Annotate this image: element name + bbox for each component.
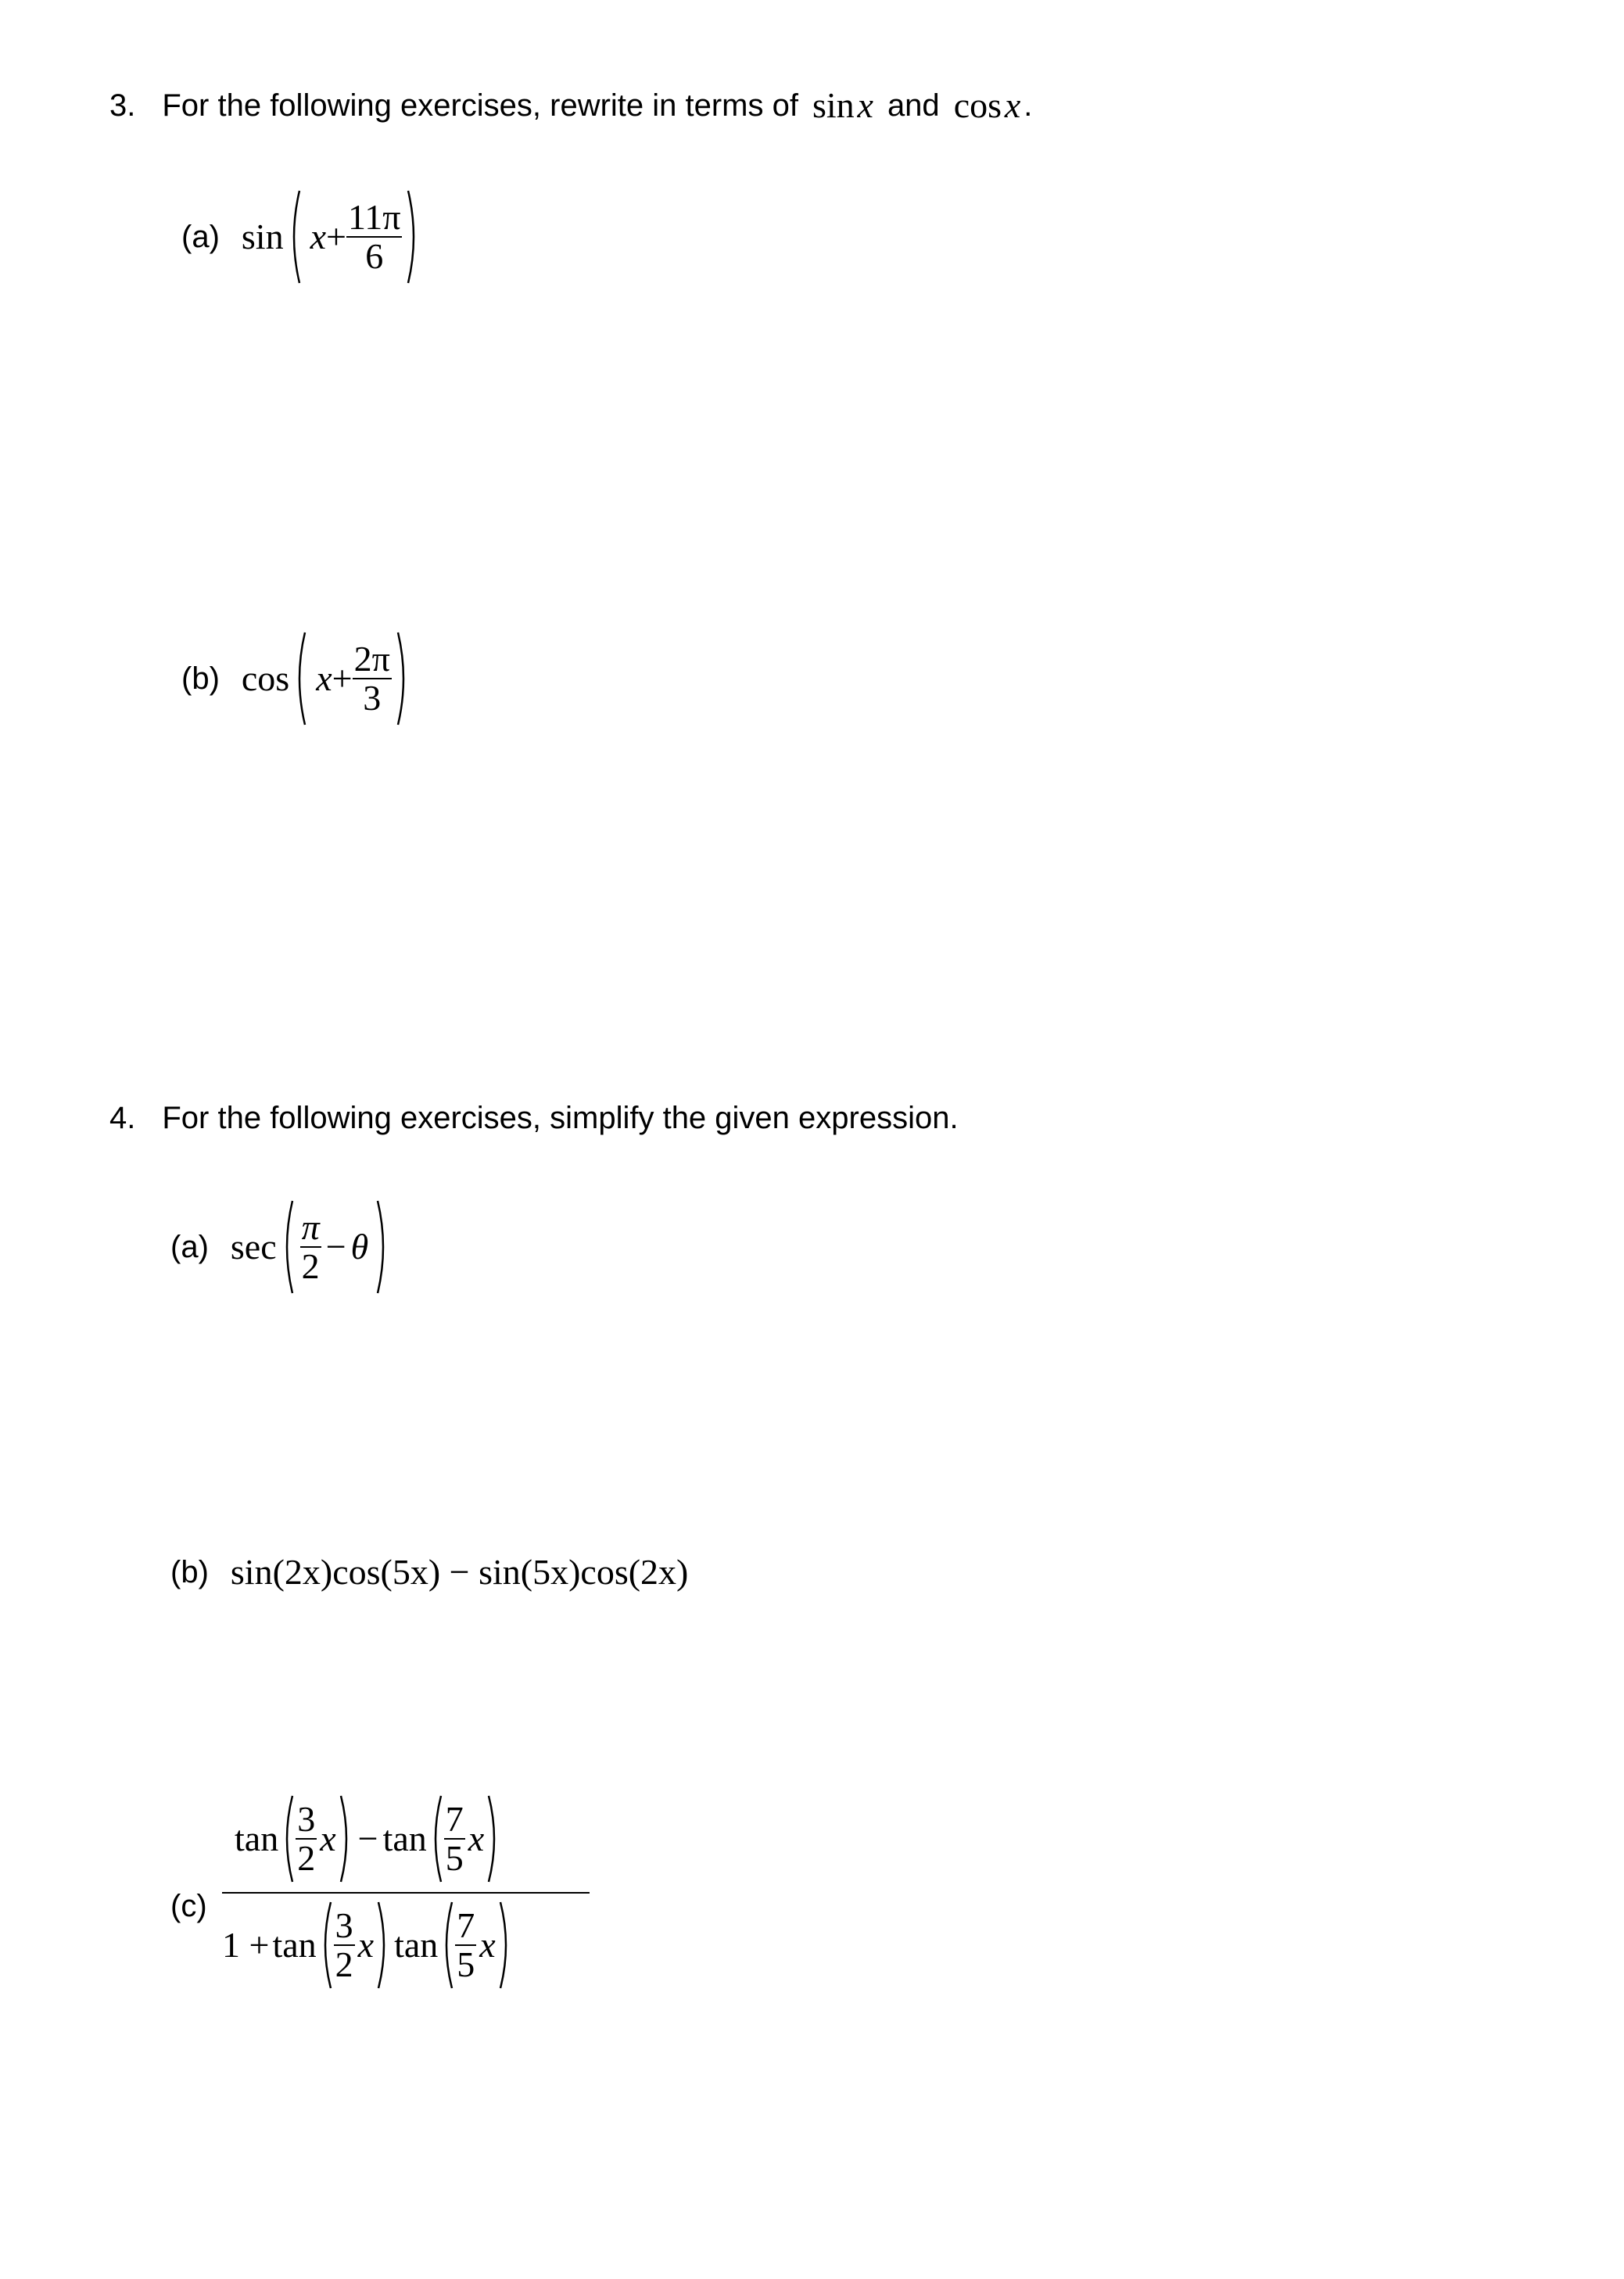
variable-x: x: [479, 1925, 496, 1965]
question-3-heading: [109, 85, 1033, 125]
left-paren: [287, 188, 303, 286]
exercise-4b-label: (b): [170, 1555, 209, 1589]
right-paren: [338, 1793, 353, 1885]
fraction-3-over-2: $\frac{3}{2}$: [297, 1798, 316, 1878]
exercise-4a-fn: sec: [230, 1227, 277, 1267]
question-4-number: 4.: [109, 1101, 136, 1135]
tan-fn: tan: [235, 1819, 279, 1858]
fraction-3-over-2: $\frac{3}{2}$: [335, 1905, 353, 1984]
exercise-4c-label: (c): [170, 1889, 207, 1923]
cos-x-term: cos x: [953, 85, 1021, 125]
left-paren: [428, 1793, 444, 1885]
tan-fn: tan: [394, 1925, 439, 1965]
right-paren: [486, 1793, 501, 1885]
left-paren: [292, 629, 308, 728]
one-plus: 1 +: [222, 1925, 270, 1965]
exercise-4b: [170, 1554, 688, 1590]
fraction-numerator: [235, 1790, 501, 1887]
minus-sign: −: [325, 1227, 346, 1267]
variable-x: x: [316, 658, 332, 698]
exercise-4a: [170, 1198, 390, 1296]
fraction-2pi-over-3: $\frac{2\pi}{3}$: [353, 638, 390, 718]
right-paren: [405, 188, 421, 286]
fraction-denominator: [222, 1897, 513, 1994]
fraction-pi-over-2: $\frac{\pi}{2}$: [301, 1206, 320, 1286]
tan-fn: tan: [272, 1925, 317, 1965]
left-paren: [280, 1198, 296, 1296]
right-paren: [497, 1899, 513, 1991]
exercise-3a-label: (a): [181, 220, 220, 254]
left-paren: [280, 1793, 296, 1885]
exercise-4b-expression: sin(2x)cos(5x) − sin(5x)cos(2x): [230, 1552, 689, 1592]
exercise-3b: [181, 629, 410, 728]
main-fraction-bar: [222, 1892, 590, 1894]
fraction-11pi-over-6: $\frac{11\pi}{6}$: [347, 196, 401, 276]
exercise-3a-fn: sin: [241, 217, 284, 256]
variable-x: x: [468, 1819, 485, 1858]
fraction-7-over-5: $\frac{7}{5}$: [457, 1905, 475, 1984]
exercise-3a: [181, 188, 421, 286]
minus-sign: −: [357, 1819, 378, 1858]
question-3-instruction: For the following exercises, rewrite in terms of: [162, 88, 798, 123]
left-paren: [439, 1899, 455, 1991]
right-paren: [375, 1198, 390, 1296]
right-paren: [375, 1899, 391, 1991]
variable-x: x: [320, 1819, 336, 1858]
plus-sign: +: [332, 658, 353, 698]
exercise-3b-label: (b): [181, 661, 220, 696]
tan-fn: tan: [382, 1819, 427, 1858]
exercise-4a-label: (a): [170, 1230, 209, 1264]
variable-x: x: [310, 217, 326, 256]
sin-x-term: sin x: [812, 85, 873, 125]
right-paren: [395, 629, 410, 728]
question-4-instruction: For the following exercises, simplify the given expression.: [162, 1101, 959, 1135]
question-4-heading: [109, 1102, 959, 1134]
theta-symbol: θ: [350, 1227, 369, 1267]
fraction-7-over-5: $\frac{7}{5}$: [445, 1798, 464, 1878]
period: .: [1024, 88, 1033, 123]
exercise-3b-fn: cos: [241, 658, 290, 698]
variable-x: x: [357, 1925, 375, 1965]
and-word: and: [887, 88, 940, 123]
exercise-4c: [170, 1790, 608, 2025]
question-3-number: 3.: [109, 88, 136, 123]
plus-sign: +: [326, 217, 346, 256]
left-paren: [318, 1899, 334, 1991]
